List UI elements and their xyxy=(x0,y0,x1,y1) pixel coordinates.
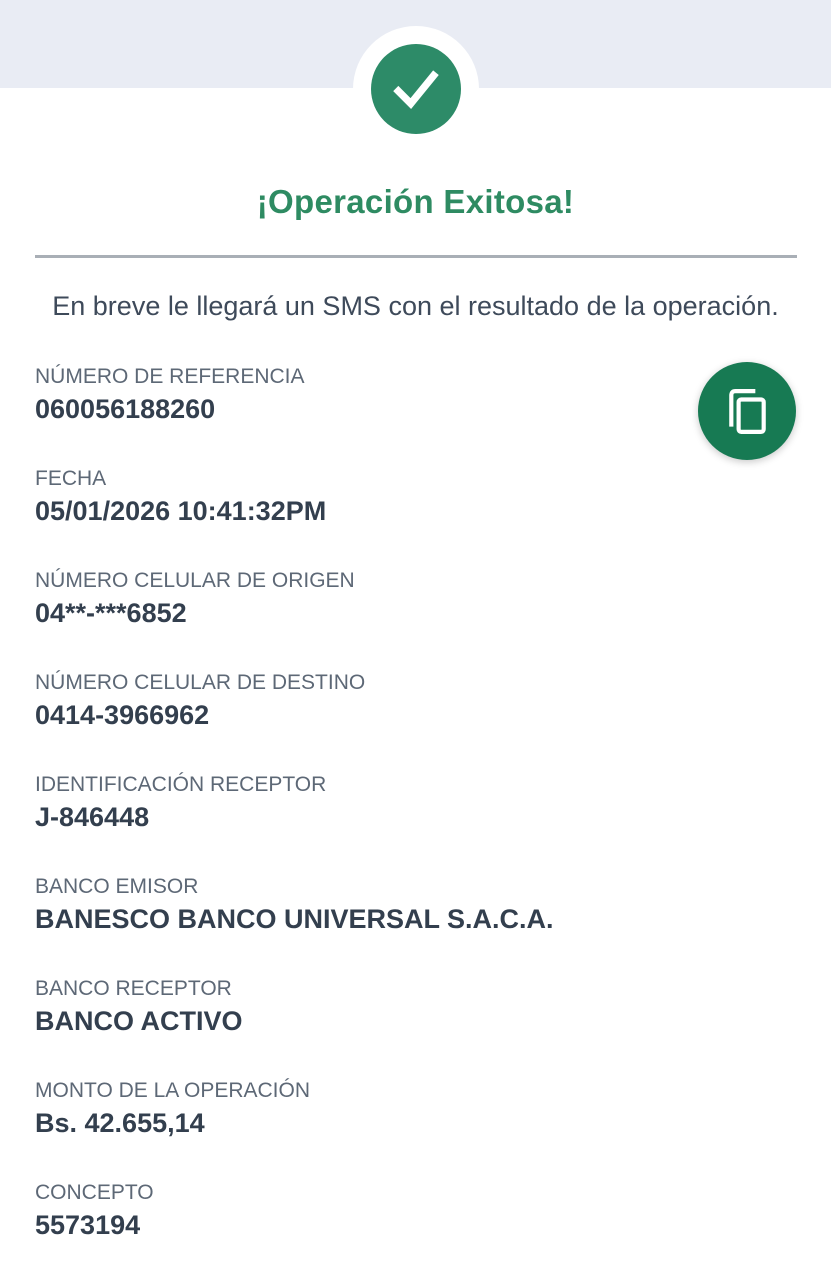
divider xyxy=(35,255,797,258)
check-icon xyxy=(371,44,461,134)
success-badge xyxy=(353,26,479,152)
field-row-issuing-bank xyxy=(35,873,685,936)
field-value: Bs. 42.655,14 xyxy=(35,1108,205,1138)
field-row-receiver-id xyxy=(35,771,685,834)
receipt-fields xyxy=(35,363,685,1280)
field-row-amount xyxy=(35,1077,685,1140)
sms-message: En breve le llegará un SMS con el resultado de la operación. xyxy=(52,291,779,321)
field-row-reference xyxy=(35,363,685,426)
field-row-destination-phone xyxy=(35,669,685,732)
field-label: MONTO DE LA OPERACIÓN xyxy=(35,1079,310,1102)
field-label: NÚMERO CELULAR DE DESTINO xyxy=(35,671,366,694)
field-value: 04**-***6852 xyxy=(35,598,187,628)
field-label: BANCO RECEPTOR xyxy=(35,977,232,1000)
field-row-date xyxy=(35,465,685,528)
field-value: BANCO ACTIVO xyxy=(35,1006,243,1036)
field-value: 060056188260 xyxy=(35,394,216,424)
field-row-concept xyxy=(35,1179,685,1242)
field-value: 05/01/2026 10:41:32PM xyxy=(35,496,327,526)
field-label: NÚMERO CELULAR DE ORIGEN xyxy=(35,569,355,592)
field-value: J-846448 xyxy=(35,802,150,832)
field-label: NÚMERO DE REFERENCIA xyxy=(35,365,305,388)
field-label: BANCO EMISOR xyxy=(35,875,199,898)
field-value: BANESCO BANCO UNIVERSAL S.A.C.A. xyxy=(35,904,554,934)
field-row-origin-phone xyxy=(35,567,685,630)
field-label: CONCEPTO xyxy=(35,1181,154,1204)
page-title: ¡Operación Exitosa! xyxy=(256,183,575,220)
field-label: FECHA xyxy=(35,467,107,490)
copy-reference-button[interactable] xyxy=(698,362,796,460)
copy-icon xyxy=(728,388,767,435)
field-value: 5573194 xyxy=(35,1210,141,1240)
field-row-receiving-bank xyxy=(35,975,685,1038)
field-label: IDENTIFICACIÓN RECEPTOR xyxy=(35,773,327,796)
field-value: 0414-3966962 xyxy=(35,700,210,730)
